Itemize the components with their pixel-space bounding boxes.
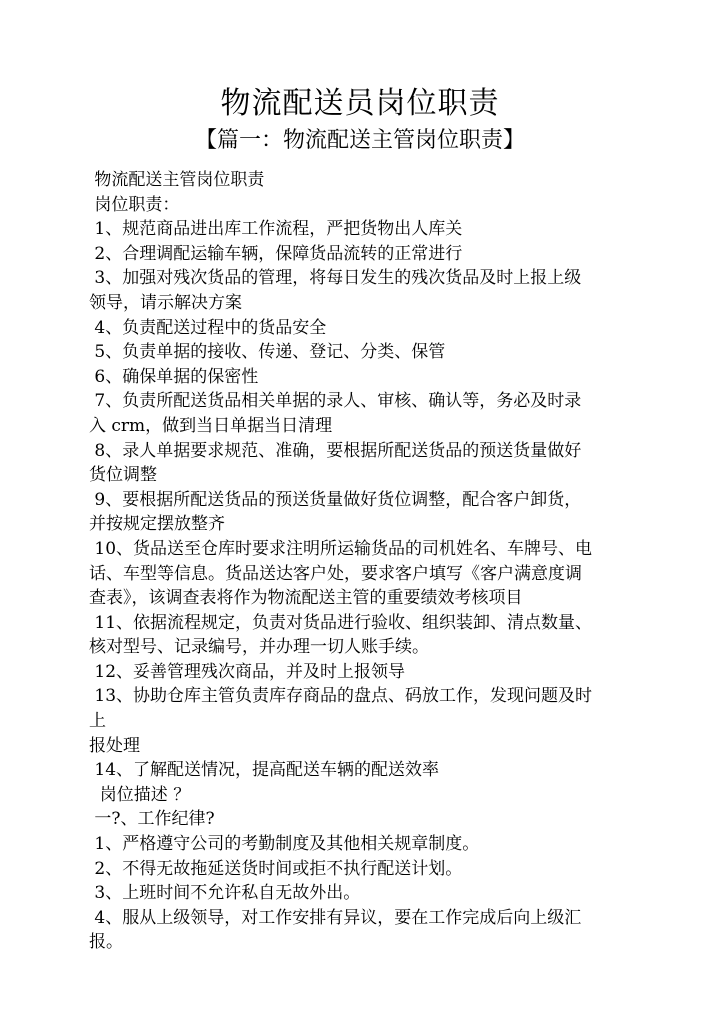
text-line: 14、了解配送情况，提高配送车辆的配送效率 — [89, 760, 440, 781]
text-line: 报。 — [89, 932, 123, 953]
text-line: 查表》，该调查表将作为物流配送主管的重要绩效考核项目 — [89, 588, 523, 609]
text-line: 领导，请示解决方案 — [89, 292, 242, 313]
text-line: 报处理 — [89, 735, 140, 756]
text-line: 3、上班时间不允许私自无故外出。 — [89, 883, 361, 904]
document-subtitle: 【篇一：物流配送主管岗位职责】 — [194, 128, 525, 153]
text-line: 4、服从上级领导，对工作安排有异议，要在工作完成后向上级汇 — [89, 907, 582, 928]
text-line: 6、确保单据的保密性 — [89, 366, 259, 387]
text-line: 1、规范商品进出库工作流程，严把货物出人库关 — [89, 219, 463, 240]
text-line: 物流配送主管岗位职责 — [89, 170, 265, 190]
text-line: 话、车型等信息。货品送达客户处，要求客户填写《客户满意度调 — [89, 563, 582, 584]
text-line: 10、货品送至仓库时要求注明所运输货品的司机姓名、车牌号、电 — [89, 538, 593, 559]
text-line: 7、负责所配送货品相关单据的录人、审核、确认等，务必及时录 — [89, 391, 582, 412]
text-line: 岗位描述 ？ — [89, 784, 191, 805]
text-line: 3、加强对残次货品的管理，将每日发生的残次货品及时上报上级 — [89, 268, 582, 289]
text-line: 并按规定摆放整齐 — [89, 514, 225, 535]
text-line: 4、负责配送过程中的货品安全 — [89, 317, 327, 338]
text-line: 核对型号、记录编号，并办理一切人账手续。 — [89, 637, 429, 658]
text-line: 13、协助仓库主管负责库存商品的盘点、码放工作，发现问题及时 — [89, 686, 593, 707]
text-line: 9、要根据所配送货品的预送货量做好货位调整，配合客户卸货， — [89, 489, 582, 510]
text-line: 8、录人单据要求规范、准确，要根据所配送货品的预送货量做好 — [89, 440, 582, 461]
text-line: 12、妥善管理残次商品，并及时上报领导 — [89, 661, 406, 682]
text-line: 入 crm，做到当日单据当日清理 — [89, 415, 333, 436]
text-line: 5、负责单据的接收、传递、登记、分类、保管 — [89, 342, 446, 363]
text-line: 11、依据流程规定，负责对货品进行验收、组织装卸、清点数量、 — [89, 612, 593, 633]
document-body — [89, 168, 641, 955]
text-line: 岗位职责： — [89, 194, 180, 215]
text-line: 2、不得无故拖延送货时间或拒不执行配送计划。 — [89, 858, 463, 879]
text-line: 2、合理调配运输车辆，保障货品流转的正常进行 — [89, 243, 463, 264]
text-line: 一?、工作纪律? — [89, 809, 215, 830]
text-line: 货位调整 — [89, 465, 157, 486]
document-title: 物流配送员岗位职责 — [220, 86, 500, 121]
text-line: 1、严格遵守公司的考勤制度及其他相关规章制度。 — [89, 834, 480, 855]
text-line: 上 — [89, 711, 106, 732]
